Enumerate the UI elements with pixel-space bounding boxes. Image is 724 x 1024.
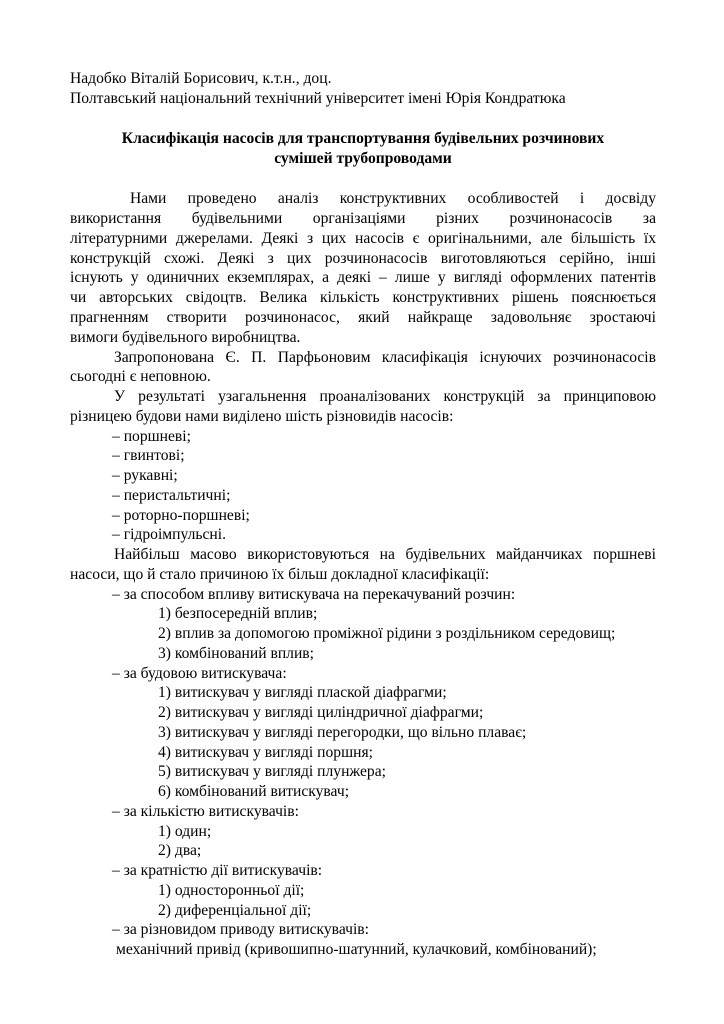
paragraph-1-line: використання будівельними організаціями різних розчинонасосів за [70,210,656,227]
classification-subitem: 1) односторонньої дії; [158,882,305,899]
classification-subitem: 2) диференціальної дії; [158,902,312,919]
classification-subitem: 3) витискувач у вигляді перегородки, що вільно плаває; [158,724,527,741]
classification-subitem: 4) витискувач у вигляді поршня; [158,744,373,761]
paragraph-1-line: вимоги будівельного виробництва. [70,329,301,346]
paragraph-3-line: різницею будови нами виділено шість різновидів насосів: [70,408,454,425]
paragraph-2-line: сьогодні є неповною. [70,368,211,385]
classification-subitem: 1) витискувач у вигляді плаской діафрагми; [158,684,447,701]
paragraph-1-line: Нами проведено аналіз конструктивних особливостей і досвіду [130,190,656,207]
paragraph-3-line: У результаті узагальнення проаналізованих конструкцій за принциповою [114,388,656,405]
classification-subitem: 1) безпосередній вплив; [158,605,318,622]
affiliation-line: Полтавський національний технічний університет імені Юрія Кондратюка [70,90,566,107]
classification-subitem: 6) комбінований витискувач; [158,783,350,800]
classification-criterion: – за будовою витискувача: [112,665,287,682]
classification-criterion: – за кількістю витискувачів: [112,803,299,820]
paragraph-1-line: прагненням створити розчинонасос, який найкраще задовольняє зростаючі [70,309,656,326]
pump-kind-item: – гідроімпульсні. [112,526,226,543]
pump-kind-item: – поршневі; [112,428,191,445]
pump-kind-item: – гвинтові; [112,447,185,464]
pump-kind-item: – перистальтичні; [112,487,231,504]
classification-criterion: – за різновидом приводу витискувачів: [112,921,369,938]
pump-kind-item: – роторно-поршневі; [112,507,250,524]
paragraph-1-line: літературними джерелами. Деякі з цих насосів є оригінальними, але більшість їх [70,230,656,247]
classification-subitem: 3) комбінований вплив; [158,645,314,662]
pump-kind-item: – рукавні; [112,467,178,484]
paragraph-4-line: Найбільш масово використовуються на будівельних майданчиках поршневі [114,546,656,563]
document-title-line-1: Класифікація насосів для транспортування будівельних розчинових [121,130,605,147]
author-line: Надобко Віталій Борисович, к.т.н., доц. [70,70,332,87]
classification-subitem: 2) вплив за допомогою проміжної рідини з роздільником середовищ; [158,625,616,642]
classification-subitem: 2) два; [158,842,202,859]
classification-subitem: 2) витискувач у вигляді циліндричної діафрагми; [158,704,484,721]
paragraph-1-line: конструкцій схожі. Деякі з цих розчинонасосів виготовляються серійно, інші [70,250,656,267]
document-title-line-2: сумішей трубопроводами [274,150,452,167]
classification-subitem: 5) витискувач у вигляді плунжера; [158,763,386,780]
paragraph-1-line: чи авторських свідоцтв. Велика кількість конструктивних рішень пояснюється [70,289,656,306]
classification-subitem: механічний привід (кривошипно-шатунний, кулачковий, комбінований); [116,941,597,958]
paragraph-4-line: насоси, що й стало причиною їх більш докладної класифікації: [70,566,490,583]
classification-criterion: – за кратністю дії витискувачів: [112,862,323,879]
classification-criterion: – за способом впливу витискувача на перекачуваний розчин: [112,586,516,603]
classification-subitem: 1) один; [158,823,212,840]
paragraph-1-line: існують у одиничних екземплярах, а деякі – лише у вигляді оформлених патентів [70,269,656,286]
paragraph-2-line: Запропонована Є. П. Парфьоновим класифікація існуючих розчинонасосів [114,349,656,366]
